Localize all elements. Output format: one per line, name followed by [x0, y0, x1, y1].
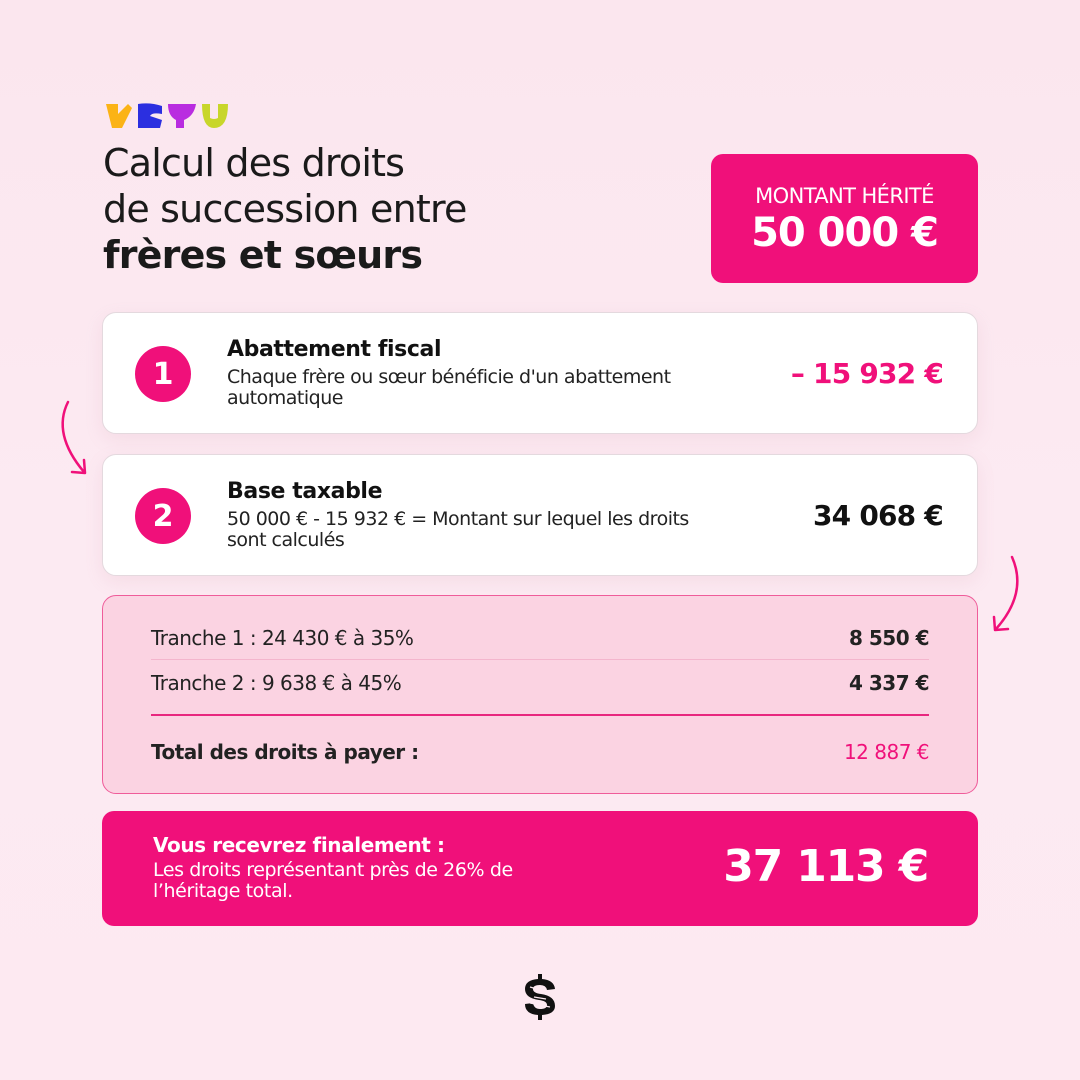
- step-title: Base taxable: [227, 479, 383, 504]
- page-title: [103, 140, 467, 278]
- divider: [151, 714, 929, 716]
- brand-logo: [104, 100, 230, 132]
- title-line-1: Calcul des droits: [103, 141, 405, 185]
- step-description: Chaque frère ou sœur bénéficie d'un abattement automatique: [227, 366, 671, 409]
- bracket-row: [151, 626, 929, 650]
- bracket-value: 4 337 €: [848, 671, 929, 695]
- final-heading: Vous recevrez finalement :: [153, 833, 445, 857]
- title-line-3: frères et sœurs: [103, 233, 423, 277]
- title-line-2: de succession entre: [103, 187, 467, 231]
- curved-arrow-icon: [50, 398, 94, 480]
- step-amount: – 15 932 €: [790, 357, 943, 390]
- step-number-badge: 2: [135, 488, 191, 544]
- bracket-label: Tranche 1 : 24 430 € à 35%: [151, 626, 414, 650]
- step-amount: 34 068 €: [813, 499, 943, 532]
- total-value: 12 887 €: [843, 740, 929, 764]
- step-description: 50 000 € - 15 932 € = Montant sur lequel les droits sont calculés: [227, 508, 689, 551]
- final-amount-box: [102, 811, 978, 926]
- inherited-label: MONTANT HÉRITÉ: [755, 184, 934, 208]
- step-title: Abattement fiscal: [227, 337, 442, 362]
- divider: [151, 659, 929, 660]
- inherited-value: 50 000 €: [751, 210, 938, 256]
- final-value: 37 113 €: [723, 841, 928, 892]
- curved-arrow-icon: [986, 553, 1030, 635]
- bracket-value: 8 550 €: [848, 626, 929, 650]
- final-description: Les droits représentant près de 26% de l’héritage total.: [153, 859, 513, 902]
- bracket-label: Tranche 2 : 9 638 € à 45%: [151, 671, 402, 695]
- inherited-amount-box: [711, 154, 978, 283]
- step-card-1: [102, 312, 978, 434]
- total-label: Total des droits à payer :: [151, 740, 419, 764]
- s-logo-icon: [524, 973, 556, 1021]
- step-number-badge: 1: [135, 346, 191, 402]
- bracket-row: [151, 671, 929, 695]
- step-card-2: [102, 454, 978, 576]
- tax-brackets-box: [102, 595, 978, 794]
- total-row: [151, 740, 929, 764]
